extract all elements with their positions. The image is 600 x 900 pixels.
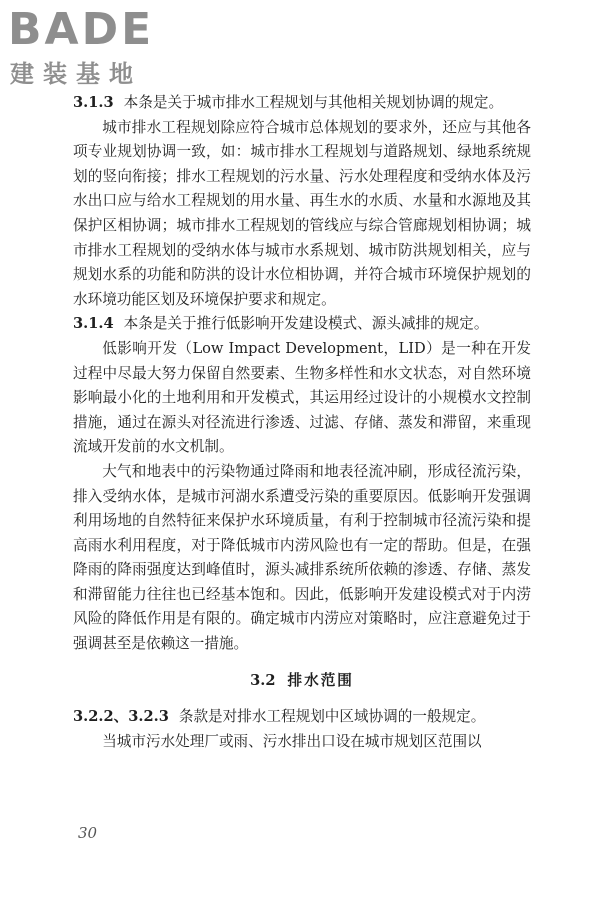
clause-text: 条款是对排水工程规划中区域协调的一般规定。 (178, 708, 486, 726)
paragraph: 大气和地表中的污染物通过降雨和地表径流冲刷，形成径流污染，排入受纳水体，是城市河湖水系遭受污染的重要原因。低影响开发强调利用场地的自然特征来保护水环境质量，有利于控制城市径流污染和提高雨水利用程度，对于降低城市内涝风险也有一定的帮助。但是，在强降雨的降雨强度达到峰值时，源头减排系统所依赖的渗透、存储、蒸发和滞留能力往往也已经基本饱和。因此，低影响开发建设模式对于内涝风险的降低作用是有限的。确定城市内涝应对策略时，应注意避免过于强调甚至是依赖这一措施。 (73, 462, 531, 653)
clause-text: 本条是关于推行低影响开发建设模式、源头减排的规定。 (123, 315, 489, 333)
paragraph: 低影响开发（Low Impact Development，LID）是一种在开发过程中尽最大努力保留自然要素、生物多样性和水文状态，对自然环境影响最小化的土地利用和开发模式，其运用经过设计的小规模水文控制措施，通过在源头对径流进行渗透、过滤、存储、蒸发和滞留，来重现流域开发前的水文机制。 (73, 339, 531, 456)
clause-number: 3.1.3 (73, 94, 114, 111)
section-title: 排水范围 (287, 671, 354, 689)
clause-text: 本条是关于城市排水工程规划与其他相关规划协调的规定。 (123, 94, 504, 111)
logo-subtitle: 建装基地 (10, 60, 142, 88)
clause-3-2-2-3-2-3 (73, 705, 531, 730)
page-content (73, 91, 531, 754)
clause-3-1-3 (73, 91, 531, 116)
bade-logo (8, 6, 178, 90)
logo-wordmark: BADE (8, 4, 155, 55)
page-number: 30 (78, 824, 98, 842)
paragraph: 城市排水工程规划除应符合城市总体规划的要求外，还应与其他各项专业规划协调一致，如：城市排水工程规划与道路规划、绿地系统规划的竖向衔接；排水工程规划的污水量、污水处理程度和受纳水体及污水出口应与给水工程规划的用水量、再生水的水质、水量和水源地及其保护区相协调；城市排水工程规划的管线应与综合管廊规划相协调；城市排水工程规划的受纳水体与城市水系规划、城市防洪规划相关，应与规划水系的功能和防洪的设计水位相协调，并符合城市环境保护规划的水环境功能区划及环境保护要求和规定。 (73, 118, 531, 308)
clause-number: 3.2.2、3.2.3 (73, 708, 169, 726)
paragraph: 当城市污水处理厂或雨、污水排出口设在城市规划区范围以 (102, 732, 482, 750)
clause-number: 3.1.4 (73, 315, 114, 333)
section-heading (73, 669, 531, 694)
section-number: 3.2 (250, 671, 276, 689)
clause-3-1-4 (73, 312, 531, 337)
